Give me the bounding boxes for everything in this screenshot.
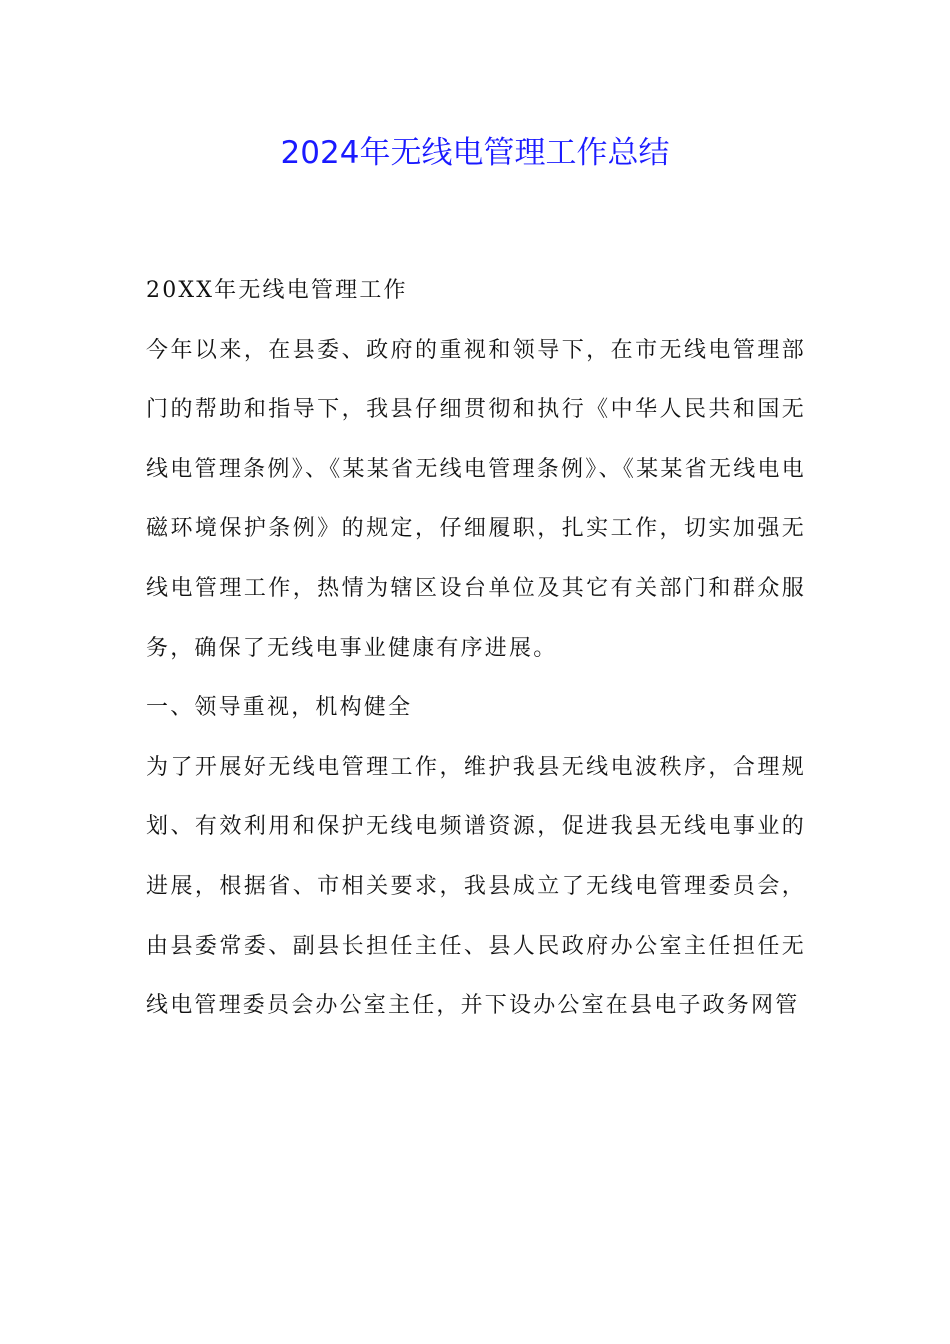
section-heading: 一、领导重视，机构健全: [146, 695, 413, 721]
body-paragraph: 为了开展好无线电管理工作，维护我县无线电波秩序，合理规划、有效利用和保护无线电频谱资源，促进我县无线电事业的进展，根据省、市相关要求，我县成立了无线电管理委员会，由县委常委、副县长担任主任、县人民政府办公室主任担任无线电管理委员会办公室主任，并下设办公室在县电子政务网管: [146, 754, 806, 1019]
section-heading: 20XX年无线电管理工作: [146, 278, 408, 303]
document-title: 2024年无线电管理工作总结: [280, 135, 670, 171]
body-paragraph: 今年以来，在县委、政府的重视和领导下，在市无线电管理部门的帮助和指导下，我县仔细贯彻和执行《中华人民共和国无线电管理条例》、《某某省无线电管理条例》、《某某省无线电电磁环境保护条例》的规定，仔细履职，扎实工作，切实加强无线电管理工作，热情为辖区设台单位及其它有关部门和群众服务，确保了无线电事业健康有序进展。: [146, 337, 806, 661]
document-body: [146, 261, 806, 1036]
